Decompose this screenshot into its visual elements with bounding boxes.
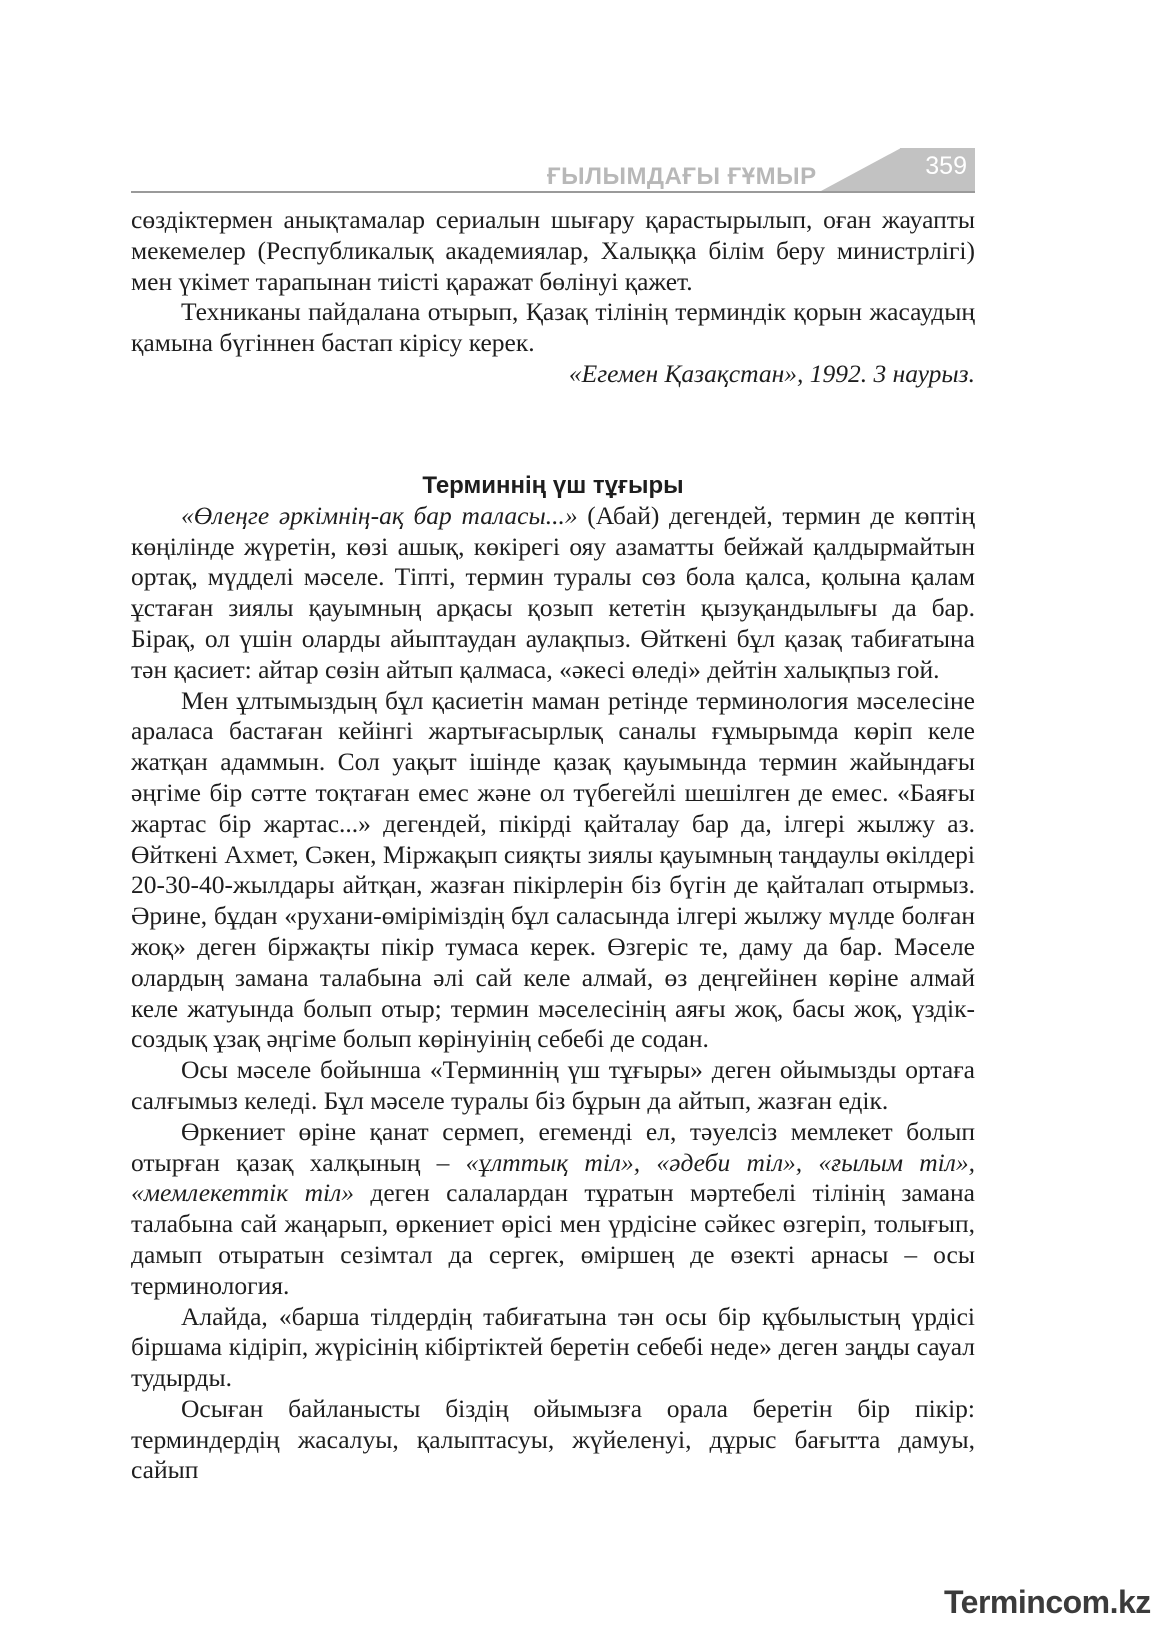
epigraph-quote: «Өлеңге әркімнің-ақ бар таласы...» xyxy=(181,500,578,530)
body-text xyxy=(131,205,975,1486)
paragraph xyxy=(131,501,975,686)
source-citation: «Егемен Қазақстан», 1992. 3 наурыз. xyxy=(568,358,975,388)
paragraph: Осы мәселе бойынша «Терминнің үш тұғыры» деген ойымызды ортаға салғымыз келеді. Бұл мәселе туралы біз бұрын да айтып, жазған едік. xyxy=(131,1055,975,1115)
paragraph: Техниканы пайдалана отырып, Қазақ тілінің терминдік қорын жасаудың қамына бүгіннен бастап кірісу керек. xyxy=(131,297,975,358)
paragraph: Осыған байланысты біздің ойымызға орала беретін бір пікір: терминдердің жасалуы, қалыптасуы, жүйеленуі, дұрыс бағытта дамуы, сайып xyxy=(131,1393,975,1485)
watermark-logo xyxy=(944,1582,1151,1622)
paragraph: Алайда, «барша тілдердің табиғатына тән осы бір құбылыстың үрдісі біршама кідіріп, жүрісінің кібіртіктей беретін себебі неде» деген заңды сауал тудырды. xyxy=(131,1301,975,1393)
paragraph-text: Өркениет өріне қанат сермеп, егеменді ел, тәуелсіз мемлекет болып отырған қазақ халқының – xyxy=(131,1116,975,1177)
paragraph-continued: сөздіктермен анықтамалар сериалын шығару қарастырылып, оған жауапты мекемелер (Республикалық академиялар, Халыққа білім беру министрлігі) мен үкімет тарапынан тиісті қаражат бөлінуі қажет. xyxy=(131,205,975,296)
section-gap xyxy=(131,390,975,470)
header-wedge-decoration xyxy=(821,148,901,191)
section-title: ҒЫЛЫМДАҒЫ ҒҰМЫР xyxy=(547,163,817,190)
header-rule xyxy=(131,191,975,193)
running-header xyxy=(131,148,975,193)
emphasis-text: «ұлттық тіл», «әдеби тіл», «ғылым тіл», «мемлекеттік тіл» xyxy=(131,1147,975,1208)
watermark-text: Termincom.kz xyxy=(944,1584,1151,1620)
page-number: 359 xyxy=(925,152,967,180)
paragraph xyxy=(131,1117,975,1302)
paragraph-text: (Абай) дегендей, термин де көптің көңілінде жүретін, көзі ашық, көкірегі ояу азаматты бейжай қалдырмайтын ортақ, мүдделі мәселе. Тіпті, термин туралы сөз бола қалса, қолына қалам ұстаған зиялы қауымның арқасы қозып кететін қызуқандылығы да бар. Бірақ, ол үшін оларды айыптаудан аулақпыз. Өйткені бұл қазақ табиғатына тән қасиет: айтар сөзін айтып қалмаса, «әкесі өледі» дейтін халықпыз гой. xyxy=(131,500,975,684)
paragraph: Мен ұлтымыздың бұл қасиетін маман ретінде терминология мәселесіне араласа бастаған кейінгі жартығасырлық саналы ғұмырымда көріп келе жатқан адаммын. Сол уақыт ішінде қазақ қауымында термин жайындағы әңгіме бір сәтте тоқтаған емес және ол түбегейлі шешілген де емес. «Баяғы жартас бір жартас...» дегендей, пікірді қайталау бар да, ілгері жылжу аз. Өйткені Ахмет, Сәкен, Міржақып сияқты зиялы қауымның таңдаулы өкілдері 20-30-40-жылдары айтқан, жазған пікірлерін біз бүгін де қайталап отырмыз. Әрине, бұдан «рухани-өміріміздің бұл саласында ілгері жылжу мүлде болған жоқ» деген біржақты пікір тумаса керек. Өзгеріс те, даму да бар. Мәселе олардың замана талабына әлі сай келе алмай, өз деңгейінен көріне алмай келе жатуында болып отыр; термин мәселесінің аяғы жоқ, басы жоқ, үздік-создық ұзақ әңгіме болып көрінуінің себебі де содан. xyxy=(131,685,975,1054)
section-heading: Терминнің үш тұғыры xyxy=(422,471,684,499)
page-number-tab xyxy=(900,148,975,191)
paragraph-text: деген салалардан тұратын мәртебелі тілінің замана талабына сай жаңарып, өркениет өрісі мен үрдісіне сәйкес өзгеріп, толығып, дамып отыратын сезімтал да сергек, өміршең де өзекті арнасы – осы терминология. xyxy=(131,1178,975,1300)
